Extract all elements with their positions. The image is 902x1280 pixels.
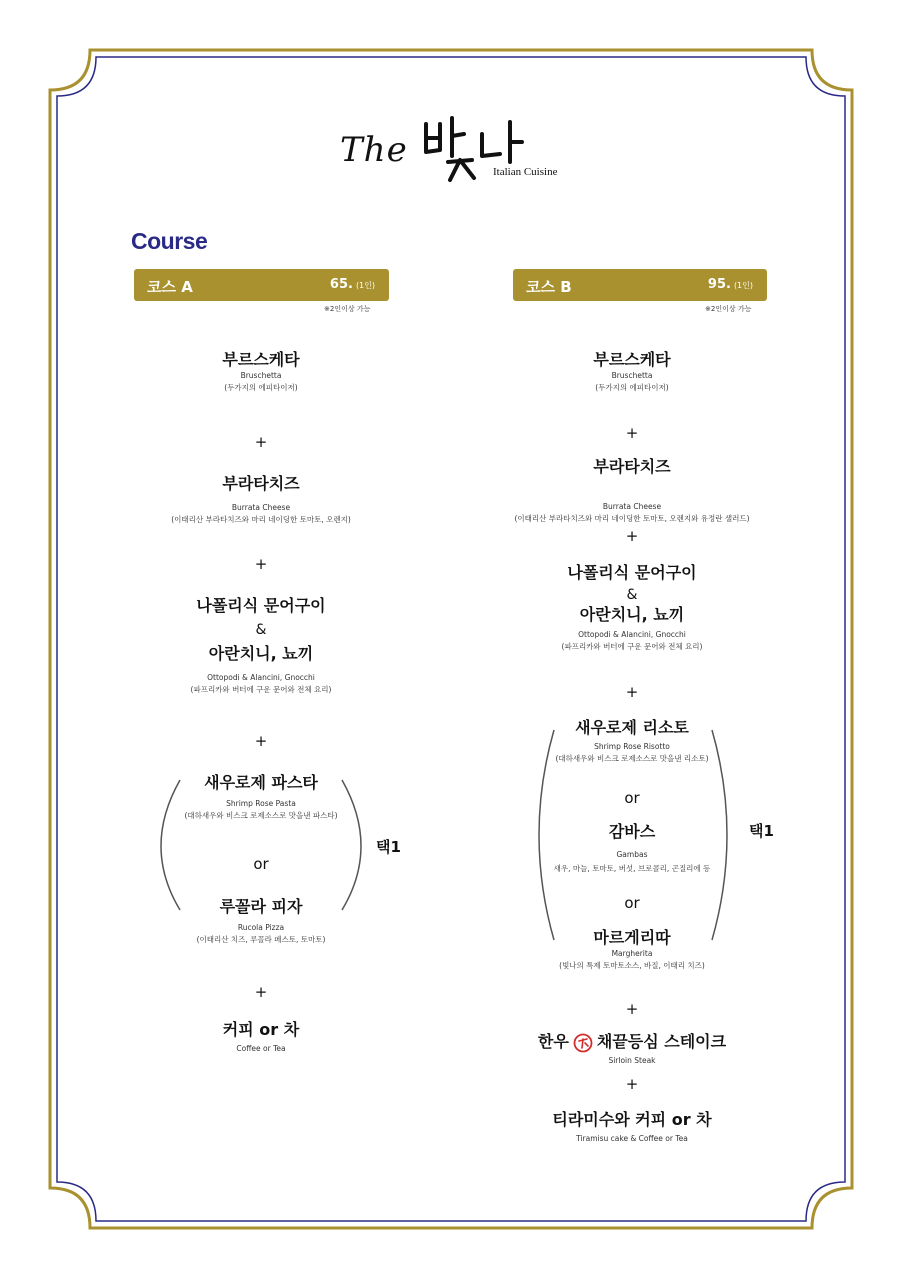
course-a-price: 65. (1인) (329, 277, 375, 292)
left-parenthesis (538, 730, 578, 945)
or-separator: or (253, 855, 269, 873)
item-english: Sirloin Steak (608, 1055, 656, 1065)
item-description: (빛나의 특제 토마토소스, 바질, 이태리 치즈) (559, 961, 705, 970)
course-b-price: 95. (1인) (707, 277, 753, 292)
course-b-name: 코스 B (526, 278, 572, 296)
course-b-note: ※2인이상 가능 (705, 305, 752, 313)
course-b-item-margherita (472, 928, 792, 972)
plus-sign: + (254, 983, 268, 1001)
item-korean: 커피 or 차 (222, 1020, 300, 1039)
ampersand: & (626, 587, 638, 603)
item-description: (대하새우와 비스크 로제소스로 맛을낸 파스타) (184, 811, 338, 820)
item-english: Bruschetta (611, 371, 653, 380)
course-b-choose-one: 택1 (749, 822, 774, 840)
item-description: (이태리산 치즈, 루꼴라 페스토, 토마토) (196, 935, 326, 944)
item-english: Burrata Cheese (231, 503, 291, 512)
item-description: (이태리산 부라타치즈와 마리 네이딩한 토마토, 오렌지와 유정란 샐러드) (514, 514, 750, 523)
item-korean-prefix: 한우 (537, 1032, 569, 1051)
plus-sign: + (625, 1000, 639, 1018)
course-a-note: ※2인이상 가능 (324, 305, 371, 313)
brand-logo (340, 112, 580, 182)
item-korean: 부라타치즈 (593, 457, 671, 476)
brand-name-latin: The (340, 130, 408, 170)
item-korean: 루꼴라 피자 (219, 897, 303, 916)
right-parenthesis (704, 730, 744, 945)
left-parenthesis (150, 780, 190, 915)
plus-sign: + (254, 433, 268, 451)
item-korean: 부르스케타 (593, 350, 671, 369)
item-korean-2: 아란치니, 뇨끼 (208, 644, 314, 663)
section-title: Course (131, 228, 208, 254)
or-separator: or (624, 789, 640, 807)
item-korean: 감바스 (608, 822, 656, 841)
item-english: Ottopodi & Alancini, Gnocchi (578, 630, 686, 639)
item-english: Burrata Cheese (602, 502, 662, 511)
plus-sign: + (625, 527, 639, 545)
item-description: (대하새우와 비스크 로제소스로 맛을낸 리소토) (555, 754, 709, 763)
item-description: (이태리산 부라타치즈와 마리 네이딩한 토마토, 오렌지) (171, 515, 351, 524)
course-a-item-burrata (101, 474, 421, 526)
plus-sign: + (254, 732, 268, 750)
item-english: Rucola Pizza (237, 923, 285, 932)
item-description: (두가지의 에피타이저) (595, 383, 669, 392)
course-b-item-sirloin-steak (472, 1032, 792, 1067)
ampersand: & (255, 622, 267, 638)
course-b-item-shrimp-risotto (472, 718, 792, 765)
course-a-item-bruschetta (101, 350, 421, 394)
course-b-item-octopus (472, 563, 792, 653)
item-korean-2: 아란치니, 뇨끼 (579, 605, 685, 624)
plus-sign: + (625, 1075, 639, 1093)
item-english: Ottopodi & Alancini, Gnocchi (207, 673, 315, 682)
right-parenthesis (338, 780, 378, 915)
item-korean: 티라미수와 커피 or 차 (552, 1110, 712, 1129)
item-english: Tiramisu cake & Coffee or Tea (576, 1134, 688, 1143)
course-a-item-octopus (101, 596, 421, 696)
course-b-header (513, 269, 767, 301)
course-a-name: 코스 A (147, 278, 193, 296)
item-korean: 나폴리식 문어구이 (196, 596, 326, 615)
item-english: Shrimp Rose Risotto (594, 742, 670, 751)
or-separator: or (624, 894, 640, 912)
plus-sign: + (625, 683, 639, 701)
item-english: Coffee or Tea (236, 1044, 286, 1053)
course-a-item-coffee-tea (101, 1020, 421, 1055)
item-description: (파프리카와 버터에 구운 문어와 전체 요리) (561, 642, 703, 651)
item-english: Margherita (611, 949, 653, 958)
item-korean: 마르게리따 (593, 928, 671, 947)
item-korean-suffix: 채끝등심 스테이크 (596, 1032, 727, 1051)
item-english: Shrimp Rose Pasta (226, 799, 296, 808)
brand-subtitle: Italian Cuisine (493, 166, 558, 178)
item-english: Bruschetta (240, 371, 282, 380)
item-korean: 부르스케타 (222, 350, 300, 369)
plus-sign: + (625, 424, 639, 442)
item-english: Gambas (616, 850, 648, 859)
item-description: (파프리카와 버터에 구운 문어와 전체 요리) (190, 685, 332, 694)
course-a-header (134, 269, 389, 301)
item-korean: 부라타치즈 (222, 474, 300, 493)
item-korean: 나폴리식 문어구이 (567, 563, 697, 582)
item-description: (두가지의 에피타이저) (224, 383, 298, 392)
item-korean (472, 1032, 792, 1053)
course-b-item-tiramisu (472, 1110, 792, 1145)
item-description: 새우, 마늘, 토마토, 버섯, 브로콜리, 곤질리에 등 (553, 864, 711, 873)
item-korean: 새우로제 파스타 (204, 773, 318, 792)
course-b-item-bruschetta (472, 350, 792, 394)
course-a-choose-one: 택1 (376, 838, 401, 856)
hanwoo-mark-icon (573, 1033, 593, 1053)
course-b-item-burrata (472, 457, 792, 525)
plus-sign: + (254, 555, 268, 573)
item-korean: 새우로제 리소토 (575, 718, 689, 737)
course-b-item-gambas (472, 822, 792, 875)
